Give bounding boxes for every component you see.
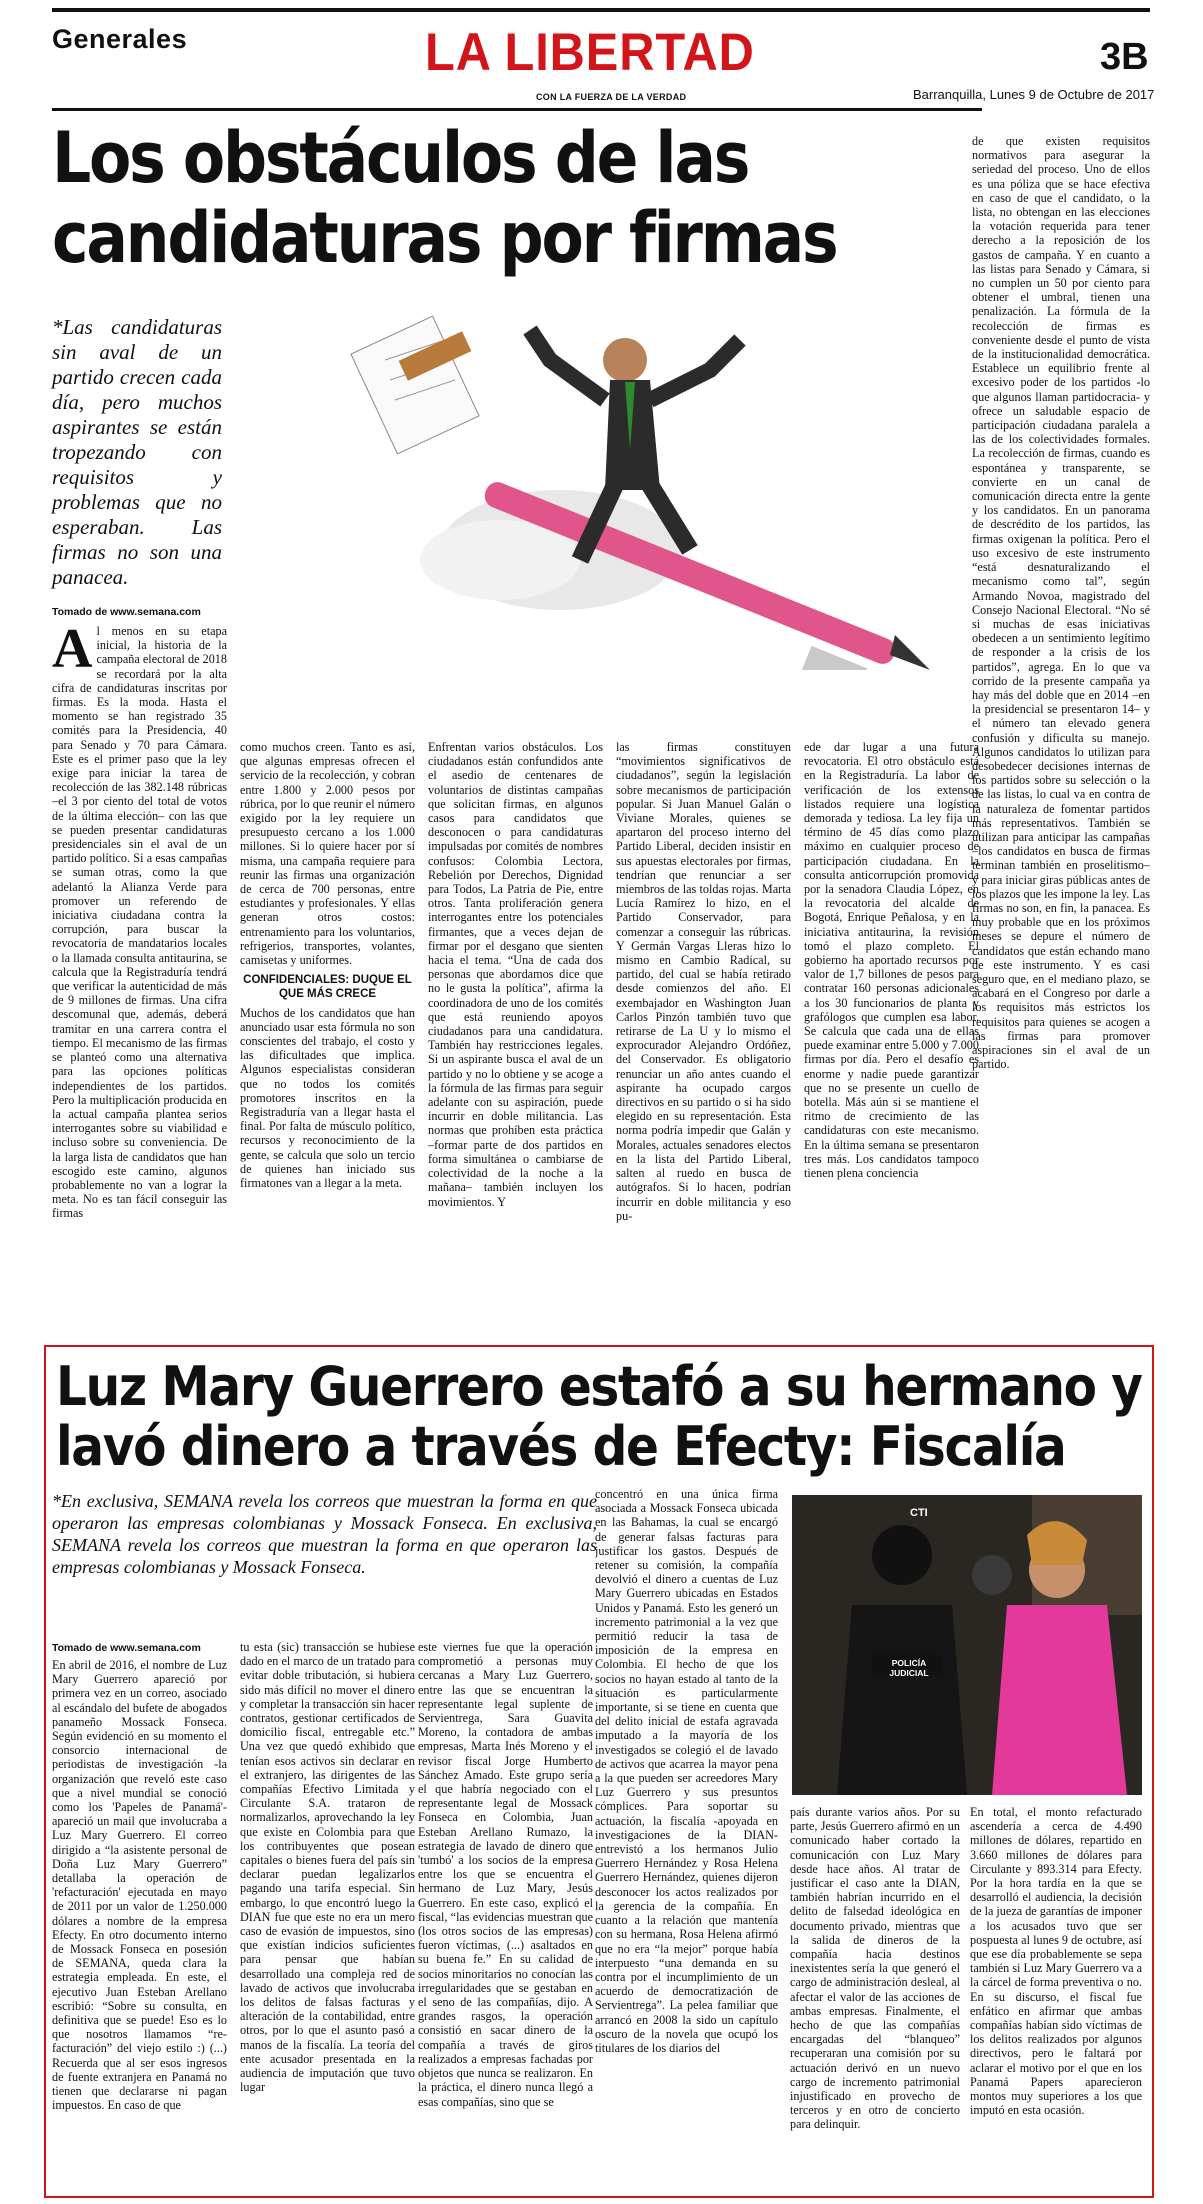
article2-credit: Tomado de www.semana.com: [52, 1642, 201, 1654]
article1-col4: las firmas constituyen “movimientos significativos de ciudadanos”, según la legislación sobre mecanismos de participación popular. Si Juan Manuel Galán o Viviane Morales, quienes se apartaron del proceso interno del Partido Liberal, deciden insistir en sus apuestas electorales por firmas, tendrían que renunciar a ser miembros de las toldas rojas. Marta Lucía Ramírez lo hizo, en el Partido Conservador, para comenzar a conseguir las rúbricas. Y Germán Vargas Lleras hizo lo mismo en Cambio Radical, su partido, del cual se había retirado desde comienzos del año. El exembajador en Washington Juan Carlos Pinzón también tuvo que retirarse de La U y lo mismo el exprocurador Alejandro Ordóñez, del Conservador. Es obligatorio renunciar un año antes cuando el aspirante ha ocupado cargos directivos en su partido o si ha sido elegido en su representación. Esta norma podría impedir que Galán y Morales, actuales senadores electos en la lista del Partido Liberal, salten al ruedo en busca de autógrafos. Si lo hacen, podrían incurrir en doble militancia y eso pu-: [616, 740, 791, 1223]
article2-col2: tu esta (sic) transacción se hubiese dado en el marco de un tratado para evitar doble tributación, si hubiera sido más difícil no mover el dinero y completar la transacción sin hacer contratos, gestionar certificados de domicilio fiscal, entregable etc.” Una vez que quedó exhibido que tenían esos activos sin declarar en el extranjero, las dirigentes de las compañías Efectivo Limitada y Circulante S.A. trataron de normalizarlos, aprovechando la ley que existe en Colombia para que los contribuyentes que posean capitales o bienes fuera del país sin declarar puedan legalizarlos pagando una tarifa especial. Sin embargo, lo que encontró luego la DIAN fue que este no era un mero caso de evasión de impuestos, sino que existían indicios suficientes para pensar que habían desarrollado una compleja red de lavado de activos que involucraba los delitos de falsas facturas y alteración de la contabilidad, entre otros, por lo que el asunto pasó a manos de la fiscalía. La teoría del ente acusador presentada en la audiencia de imputación que tuvo lugar: [240, 1640, 415, 2095]
article2-col5: país durante varios años. Por su parte, Jesús Guerrero afirmó en un comunicado haber cortado la comunicación con Luz Mary desde hace años. Al tratar de justificar el caso ante la DIAN, también habrían incurrido en el delito de falsedad ideológica en documento privado, mientras que la salida de dineros de la compañía hacia destinos inexistentes sería la que generó el cargo de administración desleal, al afectar el valor de las acciones de ambas empresas. Finalmente, el hecho de que las compañías encargadas del “blanqueo” recuperaran una comisión por su actuación derivó en un nuevo cargo de incremento patrimonial injustificado en provecho de terceros y en otro de concierto para delinquir.: [790, 1805, 960, 2132]
dateline: Barranquilla, Lunes 9 de Octubre de 2017: [913, 87, 1155, 102]
masthead-tagline: CON LA FUERZA DE LA VERDAD: [536, 92, 687, 102]
article2-lead: *En exclusiva, SEMANA revela los correos que muestran la forma en que operaron las empresas colombianas y Mossack Fonseca. En exclusiva, SEMANA revela los correos que muestran la forma en que operaron las empresas colombianas y Mossack Fonseca.: [52, 1491, 597, 1577]
article2-headline-line2: lavó dinero a través de Efecty: Fiscalía: [56, 1415, 1066, 1478]
article1-col3: Enfrentan varios obstáculos. Los ciudadanos están confundidos ante el asedio de centenares de voluntarios de distintas campañas que solicitan firmas, en algunos casos para candidatos que desconocen o para candidaturas impulsadas por comités de nombres confusos: Colombia Lectora, Rebelión por Derechos, Dignidad para Todos, La Patria de Pie, entre otros. Tanta proliferación genera interrogantes entre los potenciales firmantes, que a veces dejan de firmar por el desgano que sienten hacia el tema. “Una de cada dos personas que abordamos dice que no le gusta la política”, afirma la coordinadora de uno de los comités que está reuniendo apoyos ciudadanos para una candidatura. También hay restricciones legales. Si un aspirante busca el aval de un partido y no lo obtiene y se acoge a la fórmula de las firmas para seguir adelante con su aspiración, puede incurrir en doble militancia. Las normas que prohíben esta práctica –formar parte de dos partidos en forma simultánea o cambiarse de colectividad de la noche a la mañana– también incluyen los movimientos. Y: [428, 740, 603, 1209]
article2-col6: En total, el monto refacturado ascendería a cerca de 4.490 millones de dólares, repartido en 3.660 millones de dólares para Circulante y 893.314 para Efecty. Por la hora tardía en la que se desarrolló el audiencia, la decisión de la jueza de garantías de imponer a los acusados tuvo que ser pospuesta al lunes 9 de octubre, así que ese día probablemente se sepa también si Luz Mary Guerrero va a la cárcel de forma preventiva o no. En su discurso, el fiscal fue enfático en afirmar que ambas compañías habían sido víctimas de los delitos realizados por algunos directivos, pero le faltará por aclarar el motivo por el que en los Panamá Papers aparecieron montos muy superiores a los que imputó en esta ocasión.: [970, 1805, 1142, 2118]
article1-col1: [52, 624, 227, 1334]
article1-col2-subhead: CONFIDENCIALES: DUQUE EL QUE MÁS CRECE: [243, 974, 412, 1001]
article2-col4: concentró en una única firma asociada a Mossack Fonseca ubicada en las Bahamas, la cual se encargó de generar falsas facturas para justificar los gastos. Después de retener su comisión, la compañía devolvió el dinero a cuentas de Luz Mary Guerrero ubicadas en Estados Unidos y Panamá. Esto les generó un incremento patrimonial a la vez que permitió reducir la tasa de imposición de la empresa en Colombia. El hecho de que los socios no hayan estado al tanto de la situación es particularmente importante, si se tiene en cuenta que del delito inicial de estafa agravada imputado a la mayoría de los investigados se colegió el de lavado de activos que acarrea la mayor pena a la que pueden ser acreedores Mary Luz Guerrero y sus presuntos cómplices. Para soportar su actuación, la fiscalía -apoyada en investigaciones de la DIAN- entrevistó a los hermanos Julio Guerrero Hernández y Rosa Helena Guerrero Hernández, quienes dijeron desconocer los actos realizados por la gerencia de la compañía. En cuanto a la relación que mantenía con su hermana, Rosa Helena afirmó que no era “la mejor” porque había interpuesto “una demanda en su contra por el incumplimiento de un acuerdo de democratización de Servientrega”. La pelea familiar que arrancó en 2008 la sido un capítulo oscuro de la novela que ocupó los titulares de los diarios del: [595, 1487, 778, 2055]
page-number: 3B: [1100, 36, 1149, 78]
article1-lead: *Las candidaturas sin aval de un partido crecen cada día, pero muchos aspirantes se están tropezando con requisitos y problemas que no esperaban. Las firmas no son una panacea.: [52, 315, 222, 589]
header-rule: [52, 108, 982, 111]
article1-col2-text-a: como muchos creen. Tanto es así, que algunas empresas ofrecen el servicio de la recolección, y cobran entre 1.800 y 2.000 pesos por rúbrica, por lo que reunir el número exigido por la ley requiere un presupuesto cercano a los 1.000 millones. Si lo quiere hacer por sí misma, una campaña requiere para reunir las firmas una organización de cerca de 700 personas, entre estudiantes y profesionales. Y ellas generan otros costos: entrenamiento para los voluntarios, refrigerios, transportes, volantes, camisetas y uniformes.: [240, 740, 415, 968]
article1-illustration: [330, 300, 970, 670]
article1-col2: [240, 740, 415, 1334]
article2-headline-line1: Luz Mary Guerrero estafó a su hermano y: [56, 1355, 1142, 1418]
article1-col5: ede dar lugar a una futura revocatoria. El otro obstáculo está en la Registraduría. La labor de verificación de los extensos listados requiere una logística demorada y tediosa. La ley fija un término de 45 días como plazo máximo en cualquier proceso de participación ciudadana. En la consulta anticorrupción promovida por la senadora Claudia López, en la revocatoria del alcalde de Bogotá, Enrique Peñalosa, y en la iniciativa antitaurina, la revisión tomó el plazo completo. El gobierno ha aportado recursos por valor de 1,7 billones de pesos para contratar 160 personas adicionales a los 30 funcionarios de planta y grafólogos que cumplen esa labor. Se calcula que cada una de ellas puede examinar entre 5.000 y 7.000 firmas por día. Pero el desafío es enorme y nadie puede garantizar que no se presente un cuello de botella. Más aún si se mantiene el ritmo de crecimiento de las candidaturas con este mecanismo. En la última semana se presentaron tres más. Los candidatos tampoco tienen plena conciencia: [804, 740, 979, 1181]
article2-col1: En abril de 2016, el nombre de Luz Mary Guerrero apareció por primera vez en un correo, asociado al escándalo del bufete de abogados panameño Mossack Fonseca. Según evidenció en su momento el consorcio internacional de periodistas de investigación -la organización que reveló este caso que a nivel mundial se conoció como los 'Papeles de Panamá'- apareció un mail que involucraba a Luz Mary Guerrero. El correo dirigido a “la asistente personal de Doña Luz Mary Guerrero” detallaba la operación de 'refacturación' ejecutada en mayo de 2011 por un valor de 1.250.000 dólares a nombre de la empresa Efecty. En otro documento interno de Mossack Fonseca en posesión de SEMANA, queda clara la estrategia empleada. En este, el ejecutivo Juan Esteban Arellano escribió: “Sobre su consulta, en definitiva que se puede! Eso es lo que nosotros llamamos “re-facturación” del viejo estilo :) (...) Recuerda que al ser esos ingresos de fuente extranjera en Panamá no tienen que declararse ni pagan impuestos. En caso de que: [52, 1658, 227, 2113]
article1-credit: Tomado de www.semana.com: [52, 606, 201, 618]
article1-col2-text-b: Muchos de los candidatos que han anunciado usar esta fórmula no son conscientes del trabajo, el costo y las dificultades que implica. Algunos especialistas consideran que no todos los comités promotores inscritos en la Registraduría van a llegar hasta el final. Por falta de músculo político, recursos y reconocimiento de la gente, se calcula que solo un tercio de quienes han iniciado sus firmatones van a llegar a la meta.: [240, 1005, 415, 1191]
photo-cap-label: CTI: [910, 1507, 928, 1519]
article1-headline-line1: Los obstáculos de las: [52, 117, 749, 199]
article1-dropcap: A: [52, 624, 93, 680]
article1-col6: de que existen requisitos normativos para asegurar la seriedad del proceso. Uno de ellos es una póliza que se hace efectiva en caso de que el candidato, o la lista, no obtengan en las elecciones la votación requerida para tener derecho a la reposición de los gastos de campaña. Y en cuanto a las listas para Senado y Cámara, si no cumplen un 50 por ciento para obtener el umbral, tienen una penalización. La fórmula de la recolección de firmas es conveniente desde el punto de vista de la institucionalidad democrática. Establece un equilibrio frente al excesivo poder de los partidos -lo que algunos llaman partidocracia- y ofrece un saludable espacio de participación ciudadana paralela a las de los colectividades formales. La recolección de firmas, cuando es espontánea y transparente, se convierte en un canal de comunicación directa entre la gente y los candidatos. En un panorama de descrédito de los partidos, las firmas oxigenan la política. Pero el uso excesivo de este instrumento “está desnaturalizando el mecanismo como tal”, según Armando Novoa, magistrado del Consejo Nacional Electoral. “No sé si muchas de esas iniciativas obedecen a un sentimiento legítimo de responder a la crisis de los partidos”, agrega. En lo que va corrido de la presente campaña ya hay más del doble que en 2014 –en la presidencial se presentaron 14– y el número tan elevado genera confusión y dificulta su manejo. Algunos candidatos lo utilizan para desobedecer decisiones internas de los partidos sobre su selección o la de las listas, lo cual va en contra de la naturaleza de fomentar partidos más representativos. También se utilizan para anticipar las campañas –los candidatos en busca de firmas terminan también en proselitismo– y para iniciar giras públicas antes de los plazos que les impone la ley. Las firmas no son, en fin, la panacea. Es muy probable que en los próximos meses se depure el número de candidatos que están echando mano de este instrumento. Y es casi seguro que, en el mediano plazo, se acabará en el Congreso por darle a los requisitos más estrictos los requisitos para quienes se acogen a las firmas para promover aspiraciones sin el aval de un partido.: [972, 134, 1150, 1072]
photo-vest-label: POLICÍA JUDICIAL: [889, 1658, 929, 1678]
article2-col3: este viernes fue que la operación comprometió a personas muy cercanas a Mary Luz Guerrero, entre las que se encuentran la representante legal suplente de Servientrega, Sara Guavita Moreno, la contadora de ambas empresas, Marta Inés Moreno y el revisor fiscal Jorge Humberto Sánchez Amado. Este grupo sería el que habría negociado con el representante legal de Mossack Fonseca en Colombia, Juan Esteban Arellano Rumazo, la estrategia de lavado de dinero que 'tumbó' a los socios de la empresa entre los que se encuentra el hermano de Luz Mary, Jesús Guerrero. En este caso, explicó el fiscal, “las evidencias muestran que (los otros socios de las empresas) fueron víctimas, (...) asaltados en su buena fe.” En su calidad de socios minoritarios no conocían las irregularidades que se gestaban en el seno de las compañías, dijo. A grandes rasgos, la operación consistió en sacar dinero de la compañía a través de giros realizados a empresas fachadas por objetos que nunca se realizaron. En la práctica, el dinero nunca llegó a esas compañías, sino que se: [418, 1640, 593, 2109]
article1-col1-text: l menos en su etapa inicial, la historia de la campaña electoral de 2018 se recordará por la alta cifra de candidaturas inscritas por firmas. Es la moda. Hasta el momento se han registrado 35 comités para la Presidencia, 40 para Senado y 70 para Cámara. Este es el primer paso que la ley exige para iniciar la tarea de recolección de las 382.148 rúbricas –el 3 por ciento del total de votos de la última elección– con las que se pueden presentar candidaturas presidenciales sin el aval de un partido político. Si a esas campañas se suman otras, como la que adelantó la Alianza Verde para promover un referendo de iniciativa ciudadana contra la corrupción, para buscar la revocatoria de mandatarios locales o la llamada consulta antitaurina, se calcula que la Registraduría tendrá que verificar la autenticidad de más de 9 millones de firmas. Una cifra descomunal que, además, deberá tramitar en una carrera contra el tiempo. El mecanismo de las firmas se planteó como una alternativa para las opciones políticas independientes de los partidos. Pero la multiplicación producida en la actual campaña plantea serios interrogantes sobre su viabilidad e incluso sobre su conveniencia. De la larga lista de candidatos que han escogido este camino, algunos probablemente no van a lograr la meta. No es tan fácil conseguir las firmas: [52, 624, 227, 1221]
top-rule: [52, 8, 1150, 12]
candidate-riding-pen-illustration: [330, 300, 970, 670]
article1-headline-line2: candidaturas por firmas: [52, 197, 837, 279]
article2-photo: [792, 1495, 1142, 1795]
arrest-photo: [792, 1495, 1142, 1795]
masthead-logo: LA LIBERTAD: [425, 23, 755, 82]
section-label: Generales: [52, 24, 188, 54]
